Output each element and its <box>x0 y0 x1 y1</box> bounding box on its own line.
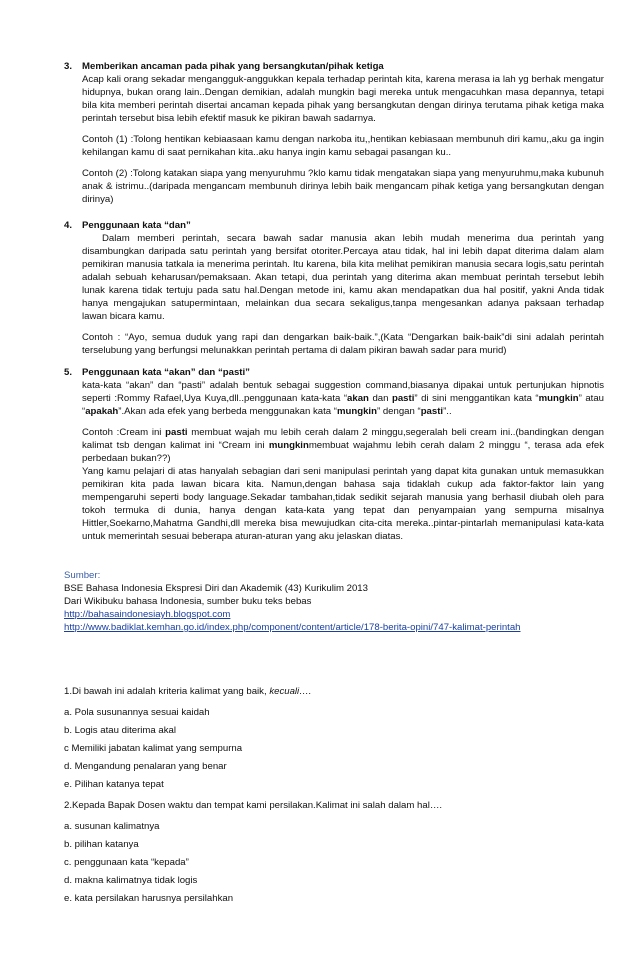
section-heading: Memberikan ancaman pada pihak yang bersangkutan/pihak ketiga <box>82 61 384 72</box>
answer-option: d. Mengandung penalaran yang benar <box>64 761 227 772</box>
paragraph: kata-kata “akan” dan “pasti” adalah bentuk sebagai suggestion command,biasanya dipakai untuk pertunjukan hipnotis seperti :Rommy Rafael,Uya Kuya,dll..penggunaan kata-kata “akan dan pasti” di sini menggantikan kata “mungkin” atau “apakah”.Akan ada efek yang berbeda menggunakan kata “mungkin” dengan “pasti”.. <box>82 380 604 417</box>
section-heading: Penggunaan kata “akan” dan “pasti” <box>82 367 250 378</box>
answer-option: b. Logis atau diterima akal <box>64 725 176 736</box>
paragraph: Yang kamu pelajari di atas hanyalah sebagian dari seni manipulasi perintah yang dapat kita gunakan untuk memasukkan pemikiran kita pada lawan bicara kita. Namun,dengan bahasa saja tidaklah cukup ada faktor-faktor lain yang mempengaruhi seperti body language.Sekadar tambahan,tidak sedikit sejarah manusia yang berhasil diubah oleh para tokoh termuka di dunia, hanya dengan kata-kata yang tepat dan penyampaian yang sempurna misalnya Hittler,Soekarno,Mahatma Gandhi,dll mereka bisa mewujudkan cita-cita mereka..pintar-pintarlah memanipulasi kata-kata untuk memerintah sesuai beberapa aturan-aturan yang aku jelaskan diatas. <box>82 466 604 542</box>
answer-option: e. Pilihan katanya tepat <box>64 779 164 790</box>
section-heading: Penggunaan kata “dan” <box>82 220 191 231</box>
answer-option: c Memiliki jabatan kalimat yang sempurna <box>64 743 243 754</box>
section-body <box>82 379 604 551</box>
source-line: Dari Wikibuku bahasa Indonesia, sumber buku teks bebas <box>64 596 312 607</box>
paragraph: Acap kali orang sekadar mengangguk-anggukkan kepala terhadap perintah kita, karena merasa ia lah yg berhak mengatur hidupnya, bukan orang lain..Dengan demikian, adalah mungkin bagi mereka untuk mengacuhkan masa depannya, tetapi bila kita memberi perintah disertai ancaman kepada pihak yang bersangkutan dengan dirinya terutama pihak ketiga maka perintah tersebut bisa lebih efektif masuk ke pikiran bawah sadarnya. <box>82 74 604 124</box>
paragraph: Dalam memberi perintah, secara bawah sadar manusia akan lebih mudah menerima dua perintah yang disambungkan daripada satu perintah yang bersifat otoriter.Percaya atau tidak, hal ini lebih dapat diterima dalam alam pemikiran manusia tatkala ia menerima perintah. Itu karena, bila kita melihat pemikiran manusia secara logis,satu perintah adalah sebuah keharusan/pemaksaan. Akan tetapi, dua perintah yang diterima akan membuat perintah tersebut lebih lunak karena tidak tertuju pada satu hal.Dengan metode ini, kamu akan mendapatkan dua hal positif, yakni Anda tidak hanya mengajukan satupermintaan, melainkan dua secara sekaligus,tanpa mengesankan adanya paksaan terhadap lawan bicara kamu. <box>82 233 604 322</box>
section-number: 3. <box>64 61 73 72</box>
paragraph: Contoh (1) :Tolong hentikan kebiaasaan kamu dengan narkoba itu,,hentikan kebiasaan membunuh diri kamu,,aku ga ingin kehilangan kamu di saat pernikahan kita..aku hanya ingin kamu sebagai pasangan ku.. <box>82 134 604 158</box>
answer-option: c. penggunaan kata “kepada” <box>64 857 189 868</box>
question-1 <box>64 685 604 791</box>
answer-option: a. susunan kalimatnya <box>64 821 160 832</box>
paragraph: Contoh :Cream ini pasti membuat wajah mu lebih cerah dalam 2 minggu,segeralah beli cream ini..(bandingkan dengan kalimat tsb dengan kalimat ini “Cream ini mungkinmembuat wajahmu lebih cerah dalam 2 minggu “, terasa ada efek perbedaan bukan??) <box>82 427 605 464</box>
source-link[interactable]: http://www.badiklat.kemhan.go.id/index.php/component/content/article/178-berita-opini/747-kalimat-perintah <box>64 622 521 633</box>
section-number: 5. <box>64 367 73 378</box>
paragraph: Contoh : “Ayo, semua duduk yang rapi dan dengarkan baik-baik.”,(Kata “Dengarkan baik-baik”di sini adalah perintah terselubung yang berfungsi melunakkan perintah pertama di dalam pikiran bawah sadar para murid) <box>82 332 604 356</box>
section-body <box>82 73 604 214</box>
source-line: BSE Bahasa Indonesia Ekspresi Diri dan Akademik (43) Kurikulim 2013 <box>64 583 368 594</box>
answer-option: a. Pola susunannya sesuai kaidah <box>64 707 210 718</box>
section-number: 4. <box>64 220 73 231</box>
answer-option: e. kata persilakan harusnya persilahkan <box>64 893 234 904</box>
question-text: 2.Kepada Bapak Dosen waktu dan tempat kami persilakan.Kalimat ini salah dalam hal…. <box>64 800 443 811</box>
source-link[interactable]: http://bahasaindonesiayh.blogspot.com <box>64 609 231 620</box>
question-text: 1.Di bawah ini adalah kriteria kalimat yang baik, kecuali…. <box>64 686 312 697</box>
section-body <box>82 232 604 365</box>
question-2 <box>64 799 604 905</box>
answer-option: d. makna kalimatnya tidak logis <box>64 875 198 886</box>
sources-label: Sumber: <box>64 570 101 581</box>
paragraph: Contoh (2) :Tolong katakan siapa yang menyuruhmu ?klo kamu tidak mengatakan siapa yang menyuruhmu,maka kubunuh anak & istrimu..(daripada mengancam membunuh dirinya lebih baik mengancam pihak ketiga yang bersangkutan dengan dirinya) <box>82 168 604 205</box>
answer-option: b. pilihan katanya <box>64 839 139 850</box>
sources-block <box>64 569 604 634</box>
